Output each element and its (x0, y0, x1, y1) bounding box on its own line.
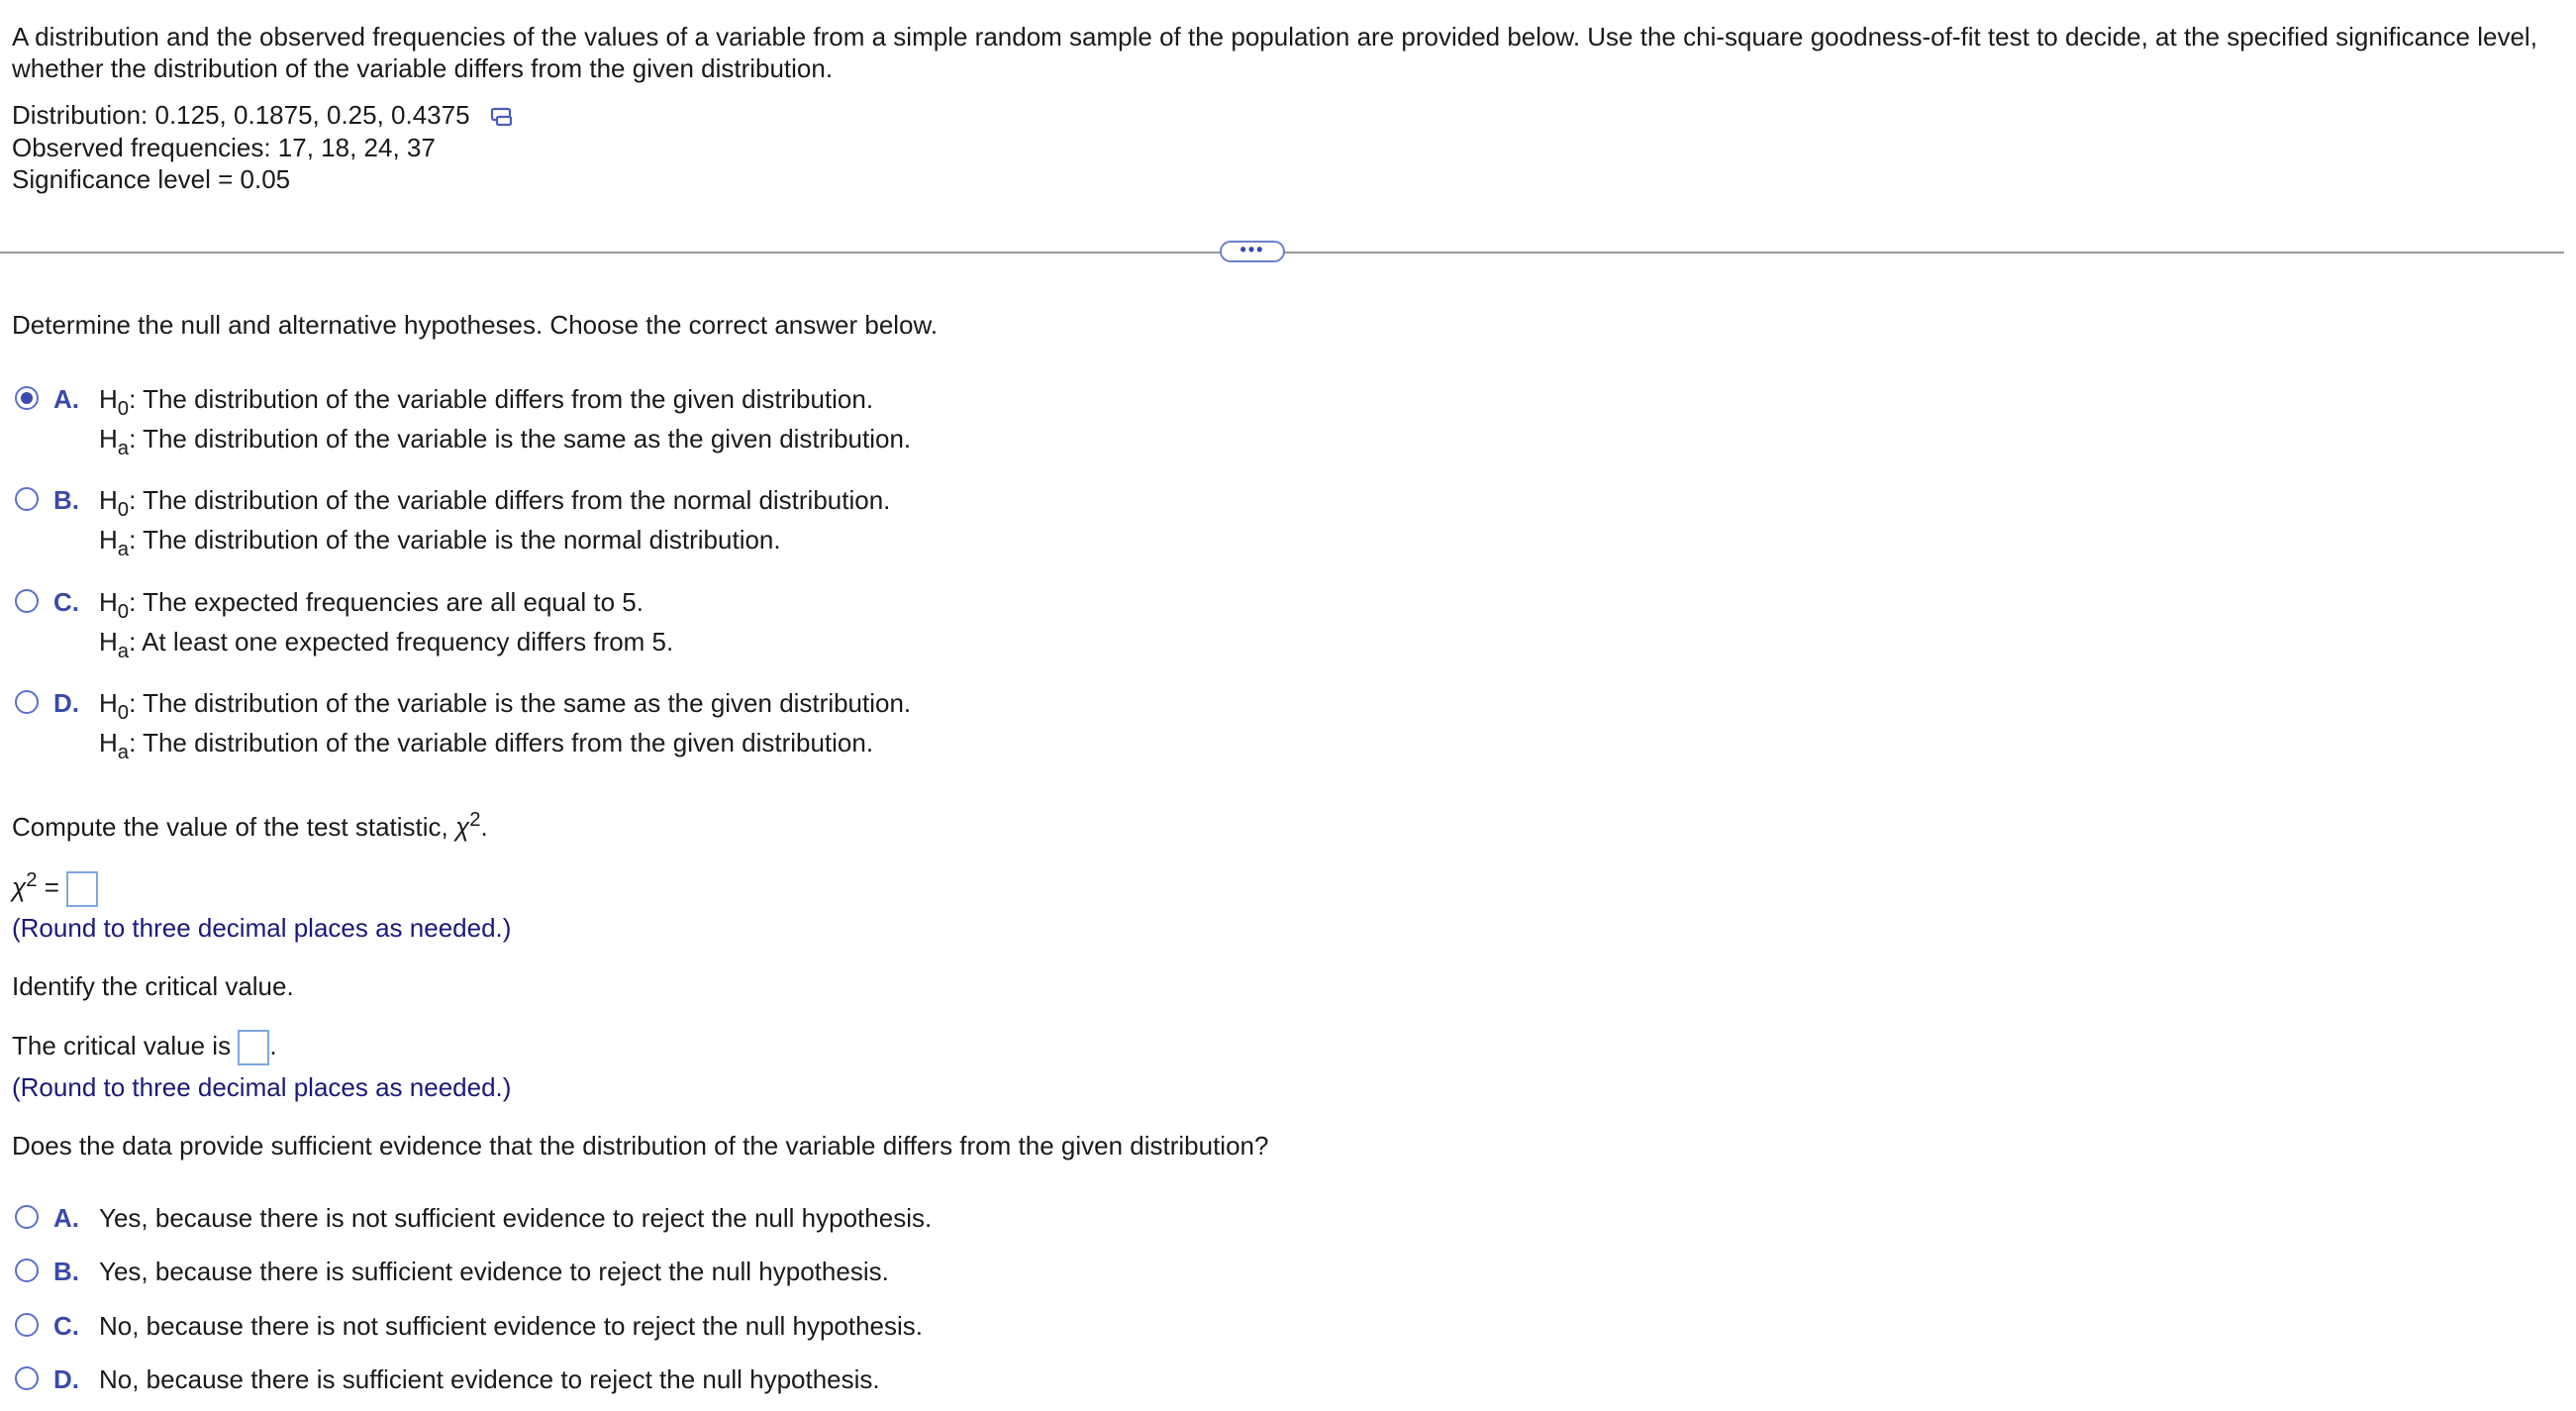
conclusion-option-b-radio[interactable] (15, 1259, 39, 1282)
hypothesis-option-b-h0: $H_0$: The distribution of the variable differs from the normal distribution. (99, 485, 891, 522)
hypothesis-option-b-ha: $H_a$: The distribution of the variable is the normal distribution. (99, 525, 781, 561)
distribution-text: Distribution: 0.125, 0.1875, 0.25, 0.4375 (12, 100, 470, 130)
hypothesis-option-c-radio[interactable] (15, 589, 39, 613)
conclusion-option-b-text[interactable]: Yes, because there is sufficient evidence to reject the null hypothesis. (99, 1257, 889, 1286)
hypotheses-prompt: Determine the null and alternative hypotheses. Choose the correct answer below. (12, 310, 939, 340)
more-button[interactable]: ••• (1220, 241, 1285, 262)
conclusion-option-d-text[interactable]: No, because there is sufficient evidence to reject the null hypothesis. (99, 1364, 880, 1394)
hypothesis-option-c-letter[interactable]: C. (53, 587, 79, 617)
conclusion-option-a-text[interactable]: Yes, because there is not sufficient evidence to reject the null hypothesis. (99, 1203, 933, 1233)
problem-intro-line1: A distribution and the observed frequencies of the values of a variable from a simple random sample of the population are provided below. Use the chi-square goodness-of-fit test to decide, at the specified significance level, (12, 22, 2537, 51)
hypothesis-option-b-radio[interactable] (15, 487, 39, 511)
conclusion-option-b-letter[interactable]: B. (53, 1257, 79, 1286)
problem-intro-line2: whether the distribution of the variable differs from the given distribution. (12, 53, 834, 83)
copy-data-icon[interactable] (489, 103, 515, 129)
critical-prompt: Identify the critical value. (12, 971, 294, 1001)
critical-answer-row: The critical value is . (12, 1030, 277, 1065)
hypothesis-option-d-h0: $H_0$: The distribution of the variable is the same as the given distribution. (99, 688, 912, 725)
conclusion-prompt: Does the data provide sufficient evidence that the distribution of the variable differs from the given distribution? (12, 1131, 1269, 1160)
conclusion-option-d-letter[interactable]: D. (53, 1364, 79, 1394)
hypothesis-option-b-letter[interactable]: B. (53, 485, 79, 515)
critical-answer-input[interactable] (238, 1030, 269, 1065)
critical-hint: (Round to three decimal places as needed.) (12, 1072, 512, 1102)
conclusion-option-c-letter[interactable]: C. (53, 1311, 79, 1341)
conclusion-option-a-radio[interactable] (15, 1205, 39, 1229)
conclusion-option-a-letter[interactable]: A. (53, 1203, 79, 1233)
observed-frequencies-text: Observed frequencies: 17, 18, 24, 37 (12, 133, 436, 162)
statistic-hint: (Round to three decimal places as needed.) (12, 913, 512, 943)
hypothesis-option-a-h0: $H_0$: The distribution of the variable differs from the given distribution. (99, 384, 874, 421)
hypothesis-option-d-letter[interactable]: D. (53, 688, 79, 718)
statistic-answer-input[interactable] (66, 871, 98, 907)
hypothesis-option-a-letter[interactable]: A. (53, 384, 79, 414)
hypothesis-option-c-ha: $H_a$: At least one expected frequency differs from 5. (99, 627, 674, 663)
conclusion-option-d-radio[interactable] (15, 1366, 39, 1390)
hypothesis-option-d-ha: $H_a$: The distribution of the variable differs from the given distribution. (99, 728, 874, 764)
statistic-answer-row: $\chi^2$ = (12, 871, 98, 907)
hypothesis-option-a-ha: $H_a$: The distribution of the variable is the same as the given distribution. (99, 424, 912, 460)
statistic-prompt: Compute the value of the test statistic, $\chi^2$. (12, 808, 488, 842)
significance-level-text: Significance level = 0.05 (12, 164, 291, 194)
conclusion-option-c-text[interactable]: No, because there is not sufficient evidence to reject the null hypothesis. (99, 1311, 924, 1341)
hypothesis-option-c-h0: $H_0$: The expected frequencies are all equal to 5. (99, 587, 644, 624)
hypothesis-option-a-radio[interactable] (15, 386, 39, 410)
hypothesis-option-d-radio[interactable] (15, 690, 39, 714)
conclusion-option-c-radio[interactable] (15, 1313, 39, 1337)
